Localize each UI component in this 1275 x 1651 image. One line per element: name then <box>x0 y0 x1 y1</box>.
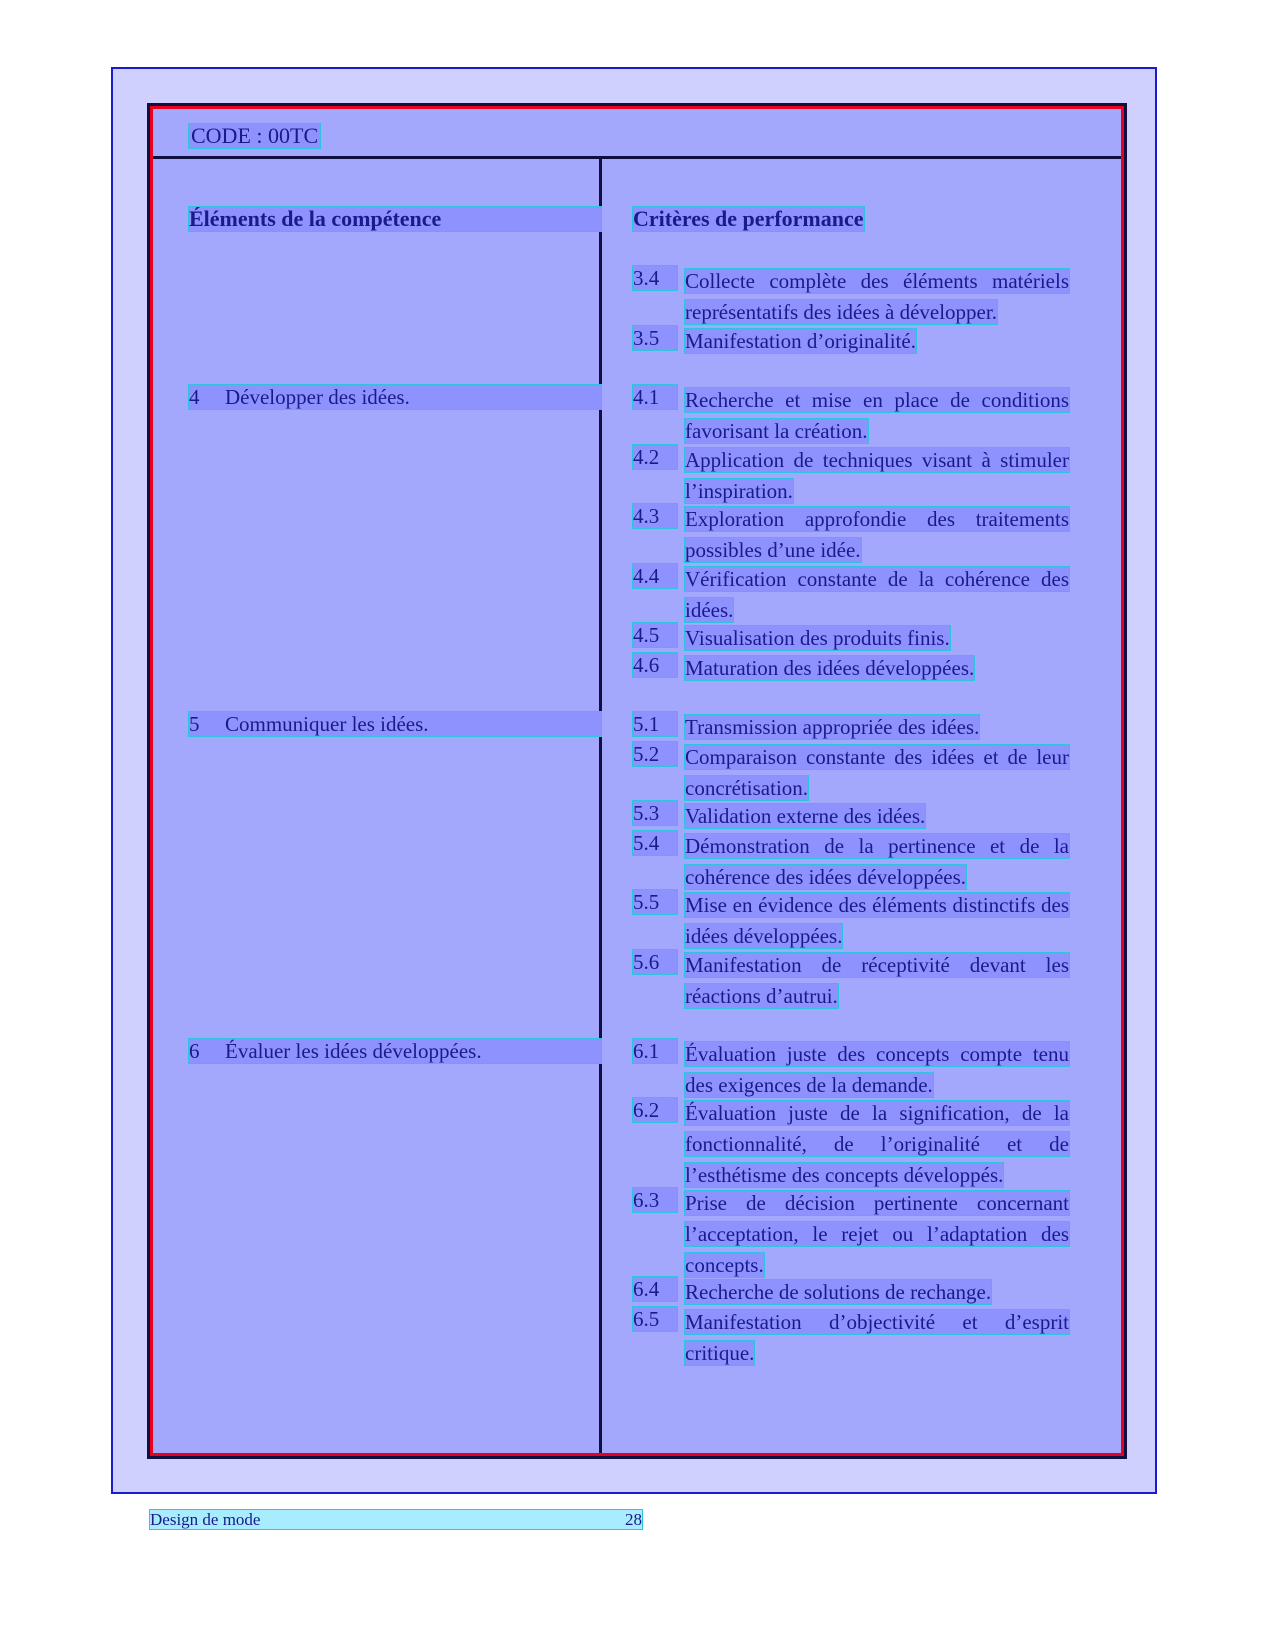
criterion-number: 3.5 <box>633 326 677 350</box>
element-number: 6 <box>189 1039 200 1063</box>
criterion-item <box>633 266 1069 328</box>
criterion-item <box>633 950 1069 1012</box>
criterion-number: 4.6 <box>633 653 677 677</box>
element-number: 5 <box>189 712 200 736</box>
criterion-item <box>633 385 1069 447</box>
criterion-text: Évaluation juste des concepts compte tenu des exigences de la demande. <box>685 1042 1069 1097</box>
criterion-item <box>633 742 1069 804</box>
criterion-text: Mise en évidence des éléments distinctifs des idées développées. <box>685 893 1069 948</box>
criterion-text: Manifestation d’objectivité et d’esprit critique. <box>685 1310 1069 1365</box>
criterion-text: Prise de décision pertinente concernant l’acceptation, le rejet ou l’adaptation des concepts. <box>685 1191 1069 1277</box>
criterion-number: 4.4 <box>633 564 677 588</box>
criterion-text: Manifestation de réceptivité devant les réactions d’autrui. <box>685 953 1069 1008</box>
criterion-item <box>633 653 1069 684</box>
criterion-number: 4.5 <box>633 623 677 647</box>
criterion-item <box>633 1039 1069 1101</box>
criterion-text: Évaluation juste de la signification, de la fonctionnalité, de l’originalité et de l’esthétisme des concepts développés. <box>685 1101 1069 1187</box>
criterion-number: 6.4 <box>633 1277 677 1301</box>
criterion-text: Application de techniques visant à stimuler l’inspiration. <box>685 448 1069 503</box>
criterion-text: Maturation des idées développées. <box>685 656 975 680</box>
criterion-number: 5.3 <box>633 801 677 825</box>
criterion-number: 5.6 <box>633 950 677 974</box>
criterion-text: Recherche et mise en place de conditions favorisant la création. <box>685 388 1069 443</box>
criterion-item <box>633 1098 1069 1191</box>
criterion-number: 6.2 <box>633 1098 677 1122</box>
criterion-text: Exploration approfondie des traitements possibles d’une idée. <box>685 507 1069 562</box>
page-footer <box>150 1510 642 1529</box>
criterion-item <box>633 1307 1069 1369</box>
criterion-number: 6.3 <box>633 1188 677 1212</box>
criterion-item <box>633 1277 1069 1308</box>
criterion-item <box>633 504 1069 566</box>
criterion-number: 5.5 <box>633 890 677 914</box>
element-item <box>189 712 601 736</box>
criterion-item <box>633 801 1069 832</box>
column-divider <box>599 156 602 1453</box>
criterion-number: 5.2 <box>633 742 677 766</box>
element-text: Évaluer les idées développées. <box>225 1039 482 1063</box>
footer-title: Design de mode <box>150 1510 261 1529</box>
criterion-text: Vérification constante de la cohérence des idées. <box>685 567 1069 622</box>
criterion-text: Comparaison constante des idées et de leur concrétisation. <box>685 745 1069 800</box>
element-text: Développer des idées. <box>225 385 410 409</box>
criterion-text: Visualisation des produits finis. <box>685 626 950 650</box>
criterion-number: 4.2 <box>633 445 677 469</box>
criterion-item <box>633 564 1069 626</box>
criterion-text: Recherche de solutions de rechange. <box>685 1280 992 1304</box>
element-text: Communiquer les idées. <box>225 712 429 736</box>
element-number: 4 <box>189 385 200 409</box>
criterion-number: 3.4 <box>633 266 677 290</box>
criterion-number: 5.4 <box>633 831 677 855</box>
elements-header: Éléments de la compétence <box>189 207 601 231</box>
page-number: 28 <box>625 1510 642 1529</box>
criterion-text: Démonstration de la pertinence et de la cohérence des idées développées. <box>685 834 1069 889</box>
criterion-number: 6.5 <box>633 1307 677 1331</box>
code-label: CODE : 00TC <box>191 123 319 148</box>
criterion-item <box>633 1188 1069 1281</box>
criterion-item <box>633 445 1069 507</box>
code-row <box>153 109 1121 159</box>
criterion-number: 4.1 <box>633 385 677 409</box>
criterion-item <box>633 326 1069 357</box>
criterion-text: Manifestation d’originalité. <box>685 329 916 353</box>
criterion-item <box>633 712 1069 743</box>
criterion-number: 5.1 <box>633 712 677 736</box>
criteria-header: Critères de performance <box>633 206 864 231</box>
criterion-item <box>633 890 1069 952</box>
criterion-text: Transmission appropriée des idées. <box>685 715 980 739</box>
competence-table <box>150 106 1124 1456</box>
criterion-text: Collecte complète des éléments matériels représentatifs des idées à développer. <box>685 269 1069 324</box>
criterion-text: Validation externe des idées. <box>685 804 926 828</box>
criterion-number: 6.1 <box>633 1039 677 1063</box>
element-item <box>189 1039 601 1063</box>
criterion-item <box>633 623 1069 654</box>
element-item <box>189 385 601 409</box>
criterion-number: 4.3 <box>633 504 677 528</box>
criterion-item <box>633 831 1069 893</box>
